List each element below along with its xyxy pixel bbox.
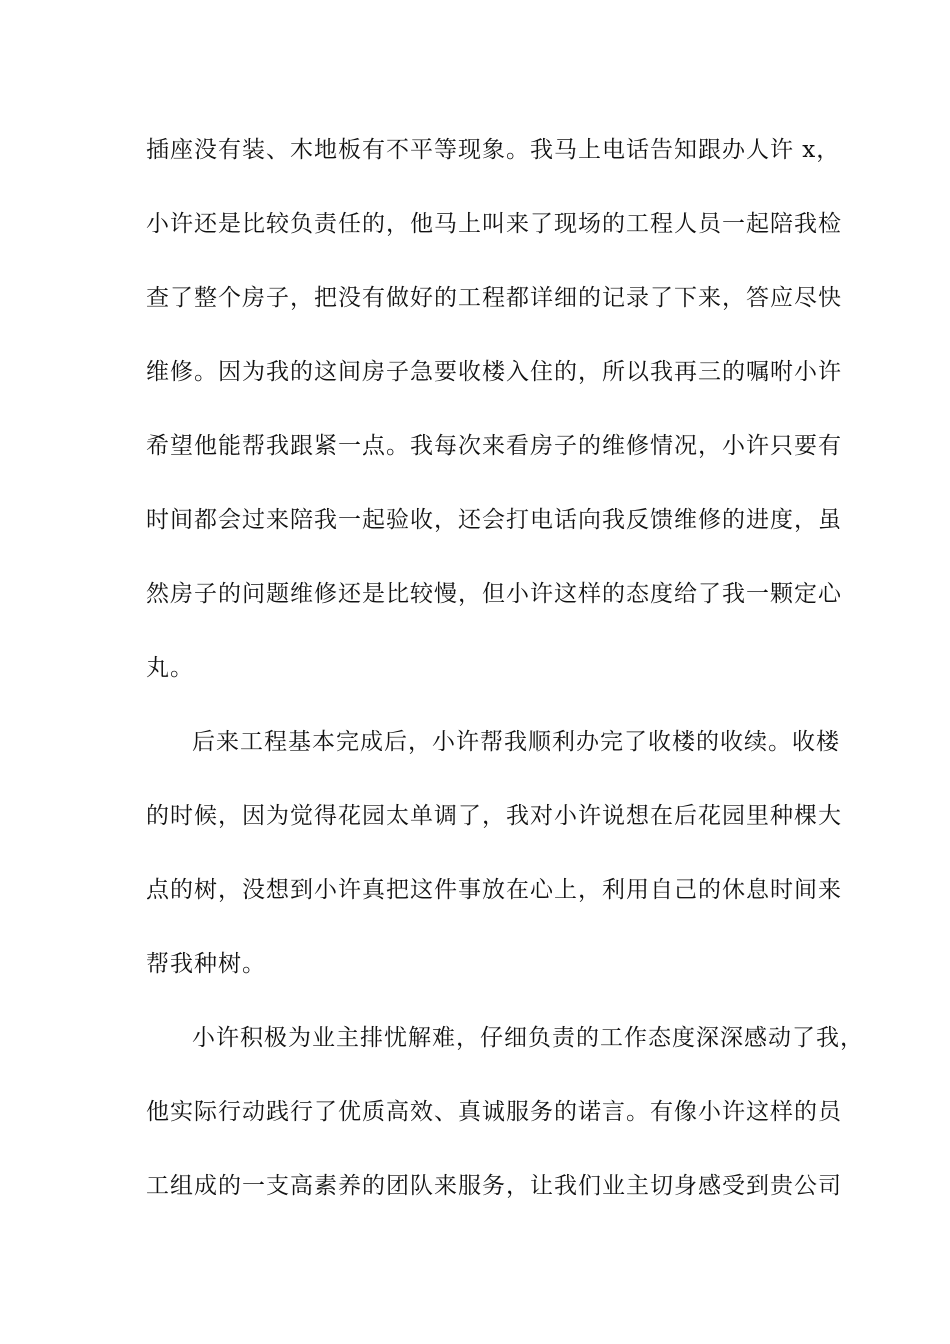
paragraph-1-line-1: 插座没有装、木地板有不平等现象。我马上电话告知跟办人许 x， (146, 137, 841, 163)
paragraph-2-line-2: 的时候，因为觉得花园太单调了，我对小许说想在后花园里种棵大 (146, 803, 842, 829)
paragraph-2-line-3: 点的树，没想到小许真把这件事放在心上，利用自己的休息时间来 (146, 877, 842, 903)
paragraph-1-line-8: 丸。 (146, 655, 194, 681)
paragraph-1-line-4: 维修。因为我的这间房子急要收楼入住的，所以我再三的嘱咐小许 (146, 359, 842, 385)
paragraph-3-line-1: 小许积极为业主排忧解难，仔细负责的工作态度深深感动了我， (192, 1025, 864, 1051)
paragraph-1-line-2: 小许还是比较负责任的，他马上叫来了现场的工程人员一起陪我检 (146, 211, 842, 237)
paragraph-1-line-7: 然房子的问题维修还是比较慢，但小许这样的态度给了我一颗定心 (146, 581, 842, 607)
paragraph-3-line-3: 工组成的一支高素养的团队来服务，让我们业主切身感受到贵公司 (146, 1173, 842, 1199)
paragraph-1-line-6: 时间都会过来陪我一起验收，还会打电话向我反馈维修的进度，虽 (146, 507, 842, 533)
paragraph-2-line-4: 帮我种树。 (146, 951, 266, 977)
paragraph-2-line-1: 后来工程基本完成后，小许帮我顺利办完了收楼的收续。收楼 (192, 729, 840, 755)
paragraph-1-line-5: 希望他能帮我跟紧一点。我每次来看房子的维修情况，小许只要有 (146, 433, 842, 459)
paragraph-1-line-3: 查了整个房子，把没有做好的工程都详细的记录了下来，答应尽快 (146, 285, 842, 311)
paragraph-3-line-2: 他实际行动践行了优质高效、真诚服务的诺言。有像小许这样的员 (146, 1099, 842, 1125)
document-body (146, 127, 864, 1237)
